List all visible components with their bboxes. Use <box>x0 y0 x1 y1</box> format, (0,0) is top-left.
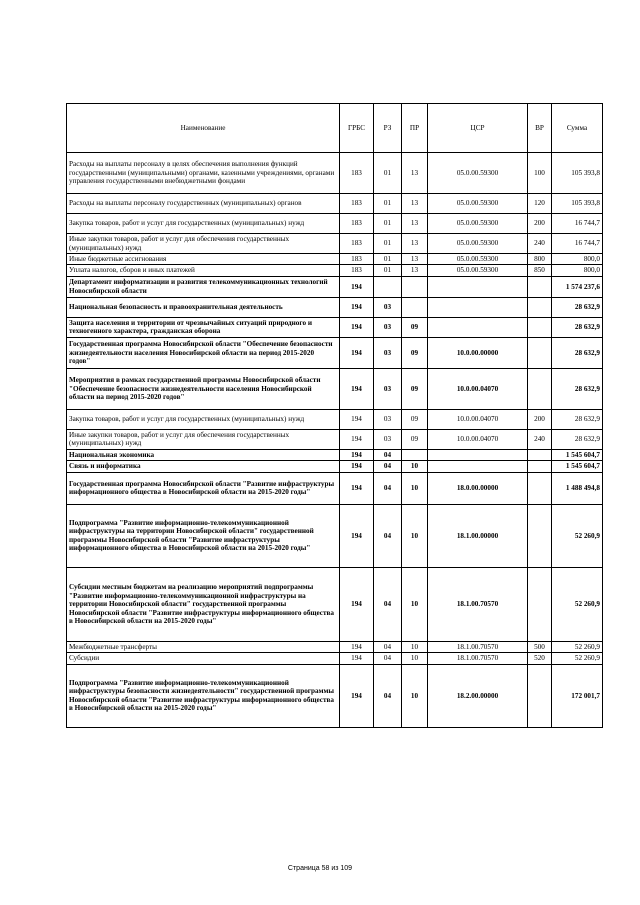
table-row <box>67 472 603 504</box>
cell-grbs: 183 <box>340 265 374 276</box>
table-row <box>67 317 603 337</box>
cell-sum: 28 632,9 <box>552 317 603 337</box>
cell-name: Мероприятия в рамках государственной программы Новосибирской области "Обеспечение безопасности жизнедеятельности населения Новосибирской области на период 2015-2020 годов" <box>67 368 340 409</box>
cell-pr: 10 <box>402 641 428 652</box>
cell-rz: 04 <box>374 664 402 727</box>
cell-grbs: 194 <box>340 664 374 727</box>
cell-pr: 13 <box>402 265 428 276</box>
table-header-row <box>67 104 603 153</box>
cell-csr <box>428 276 528 297</box>
header-pr: ПР <box>402 104 428 153</box>
cell-grbs: 194 <box>340 461 374 472</box>
cell-name: Межбюджетные трансферты <box>67 641 340 652</box>
table-row <box>67 153 603 194</box>
cell-vr <box>528 472 552 504</box>
cell-name: Закупка товаров, работ и услуг для государственных (муниципальных) нужд <box>67 409 340 429</box>
table-row <box>67 254 603 265</box>
cell-pr: 10 <box>402 567 428 641</box>
cell-vr: 500 <box>528 641 552 652</box>
budget-table <box>66 103 603 728</box>
cell-rz: 03 <box>374 317 402 337</box>
cell-grbs: 194 <box>340 368 374 409</box>
table-row <box>67 664 603 727</box>
cell-name: Иные закупки товаров, работ и услуг для обеспечения государственных (муниципальных) нужд <box>67 234 340 254</box>
cell-rz: 04 <box>374 504 402 567</box>
cell-grbs: 183 <box>340 214 374 234</box>
cell-vr <box>528 461 552 472</box>
page-number: Страница 58 из 109 <box>287 865 353 872</box>
table-row <box>67 234 603 254</box>
cell-rz: 04 <box>374 472 402 504</box>
cell-pr: 10 <box>402 653 428 664</box>
header-csr: ЦСР <box>428 104 528 153</box>
cell-csr: 18.1.00.70570 <box>428 567 528 641</box>
cell-sum: 16 744,7 <box>552 214 603 234</box>
cell-sum: 28 632,9 <box>552 429 603 449</box>
cell-sum: 16 744,7 <box>552 234 603 254</box>
cell-sum: 52 260,9 <box>552 567 603 641</box>
cell-pr: 10 <box>402 504 428 567</box>
cell-sum: 105 393,8 <box>552 153 603 194</box>
cell-sum: 1 545 604,7 <box>552 461 603 472</box>
cell-vr: 520 <box>528 653 552 664</box>
cell-grbs: 194 <box>340 337 374 368</box>
cell-csr: 05.0.00.59300 <box>428 153 528 194</box>
cell-sum: 28 632,9 <box>552 297 603 317</box>
cell-grbs: 183 <box>340 194 374 214</box>
table-row <box>67 297 603 317</box>
cell-rz: 03 <box>374 337 402 368</box>
cell-csr: 18.2.00.00000 <box>428 664 528 727</box>
table-row <box>67 214 603 234</box>
cell-rz: 01 <box>374 194 402 214</box>
cell-name: Связь и информатика <box>67 461 340 472</box>
cell-sum: 52 260,9 <box>552 504 603 567</box>
cell-rz <box>374 276 402 297</box>
cell-vr <box>528 567 552 641</box>
cell-grbs: 194 <box>340 429 374 449</box>
cell-name: Иные бюджетные ассигнования <box>67 254 340 265</box>
cell-vr <box>528 504 552 567</box>
cell-pr: 09 <box>402 337 428 368</box>
cell-rz: 03 <box>374 409 402 429</box>
cell-vr <box>528 368 552 409</box>
table-row <box>67 567 603 641</box>
cell-pr: 09 <box>402 368 428 409</box>
table-row <box>67 337 603 368</box>
cell-pr: 09 <box>402 429 428 449</box>
cell-pr <box>402 297 428 317</box>
cell-sum: 105 393,8 <box>552 194 603 214</box>
cell-pr: 09 <box>402 409 428 429</box>
cell-rz: 03 <box>374 429 402 449</box>
cell-pr: 10 <box>402 664 428 727</box>
cell-name: Департамент информатизации и развития телекоммуникационных технологий Новосибирской области <box>67 276 340 297</box>
cell-name: Защита населения и территории от чрезвычайных ситуаций природного и техногенного характера, гражданская оборона <box>67 317 340 337</box>
cell-csr: 10.0.00.04070 <box>428 368 528 409</box>
cell-grbs: 194 <box>340 409 374 429</box>
cell-name: Уплата налогов, сборов и иных платежей <box>67 265 340 276</box>
cell-csr: 05.0.00.59300 <box>428 194 528 214</box>
cell-vr: 800 <box>528 254 552 265</box>
cell-grbs: 194 <box>340 317 374 337</box>
table-row <box>67 194 603 214</box>
cell-sum: 28 632,9 <box>552 409 603 429</box>
cell-grbs: 183 <box>340 234 374 254</box>
header-rz: РЗ <box>374 104 402 153</box>
cell-rz: 01 <box>374 265 402 276</box>
cell-name: Субсидии <box>67 653 340 664</box>
cell-name: Расходы на выплаты персоналу государственных (муниципальных) органов <box>67 194 340 214</box>
header-sum: Сумма <box>552 104 603 153</box>
cell-vr: 240 <box>528 429 552 449</box>
cell-rz: 04 <box>374 461 402 472</box>
cell-csr: 18.0.00.00000 <box>428 472 528 504</box>
cell-sum: 1 574 237,6 <box>552 276 603 297</box>
cell-pr: 13 <box>402 194 428 214</box>
cell-csr <box>428 461 528 472</box>
cell-csr <box>428 449 528 460</box>
cell-name: Закупка товаров, работ и услуг для государственных (муниципальных) нужд <box>67 214 340 234</box>
cell-grbs: 194 <box>340 449 374 460</box>
table-row <box>67 276 603 297</box>
cell-grbs: 194 <box>340 567 374 641</box>
cell-grbs: 194 <box>340 276 374 297</box>
cell-rz: 04 <box>374 567 402 641</box>
cell-csr: 10.0.00.00000 <box>428 337 528 368</box>
cell-name: Государственная программа Новосибирской области "Развитие инфраструктуры информационного общества в Новосибирской области на 2015-2020 годы" <box>67 472 340 504</box>
cell-name: Подпрограмма "Развитие информационно-телекоммуникационной инфраструктуры безопасности жизнедеятельности" государственной программы Новосибирской области "Развитие инфраструктуры информационного общества в Новосибирской области на 2015-2020 годы" <box>67 664 340 727</box>
cell-sum: 28 632,9 <box>552 337 603 368</box>
cell-rz: 03 <box>374 368 402 409</box>
table-row <box>67 653 603 664</box>
cell-csr: 10.0.00.04070 <box>428 409 528 429</box>
cell-vr <box>528 276 552 297</box>
table-row <box>67 641 603 652</box>
cell-pr: 10 <box>402 461 428 472</box>
cell-csr: 05.0.00.59300 <box>428 254 528 265</box>
cell-grbs: 194 <box>340 297 374 317</box>
header-grbs: ГРБС <box>340 104 374 153</box>
cell-vr <box>528 297 552 317</box>
cell-pr: 13 <box>402 153 428 194</box>
header-name: Наименование <box>67 104 340 153</box>
cell-csr: 18.1.00.00000 <box>428 504 528 567</box>
cell-rz: 01 <box>374 254 402 265</box>
cell-vr: 200 <box>528 409 552 429</box>
cell-rz: 03 <box>374 297 402 317</box>
cell-name: Подпрограмма "Развитие информационно-телекоммуникационной инфраструктуры на территории Новосибирской области" государственной программы Новосибирской области "Развитие инфраструктуры информационного общества в Новосибирской области на 2015-2020 годы" <box>67 504 340 567</box>
cell-grbs: 183 <box>340 254 374 265</box>
cell-vr <box>528 449 552 460</box>
cell-sum: 1 545 604,7 <box>552 449 603 460</box>
cell-vr <box>528 337 552 368</box>
cell-csr <box>428 297 528 317</box>
cell-name: Субсидии местным бюджетам на реализацию мероприятий подпрограммы "Развитие информационно-телекоммуникационной инфраструктуры на территории Новосибирской области" государственной программы Новосибирской области "Развитие инфраструктуры информационного общества в Новосибирской области на 2015-2020 годы" <box>67 567 340 641</box>
cell-pr: 09 <box>402 317 428 337</box>
cell-grbs: 194 <box>340 641 374 652</box>
cell-rz: 01 <box>374 234 402 254</box>
cell-name: Государственная программа Новосибирской области "Обеспечение безопасности жизнедеятельности населения Новосибирской области на период 2015-2020 годов" <box>67 337 340 368</box>
table-body <box>67 153 603 728</box>
cell-rz: 04 <box>374 653 402 664</box>
cell-pr: 13 <box>402 234 428 254</box>
cell-rz: 01 <box>374 214 402 234</box>
cell-vr <box>528 317 552 337</box>
header-vr: ВР <box>528 104 552 153</box>
cell-csr: 05.0.00.59300 <box>428 234 528 254</box>
cell-csr: 18.1.00.70570 <box>428 641 528 652</box>
cell-csr: 05.0.00.59300 <box>428 214 528 234</box>
cell-grbs: 194 <box>340 472 374 504</box>
cell-vr: 200 <box>528 214 552 234</box>
cell-vr: 850 <box>528 265 552 276</box>
cell-pr: 10 <box>402 472 428 504</box>
cell-rz: 04 <box>374 449 402 460</box>
cell-sum: 172 001,7 <box>552 664 603 727</box>
table-row <box>67 449 603 460</box>
cell-grbs: 194 <box>340 653 374 664</box>
cell-pr: 13 <box>402 214 428 234</box>
table-row <box>67 504 603 567</box>
cell-csr: 05.0.00.59300 <box>428 265 528 276</box>
cell-rz: 04 <box>374 641 402 652</box>
cell-sum: 800,0 <box>552 265 603 276</box>
cell-name: Расходы на выплаты персоналу в целях обеспечения выполнения функций государственными (муниципальными) органами, казенными учреждениями, органами управления государственными внебюджетными фондами <box>67 153 340 194</box>
table-row <box>67 461 603 472</box>
cell-vr <box>528 664 552 727</box>
cell-pr: 13 <box>402 254 428 265</box>
cell-vr: 240 <box>528 234 552 254</box>
cell-name: Национальная экономика <box>67 449 340 460</box>
cell-name: Иные закупки товаров, работ и услуг для обеспечения государственных (муниципальных) нужд <box>67 429 340 449</box>
cell-rz: 01 <box>374 153 402 194</box>
cell-vr: 120 <box>528 194 552 214</box>
cell-csr <box>428 317 528 337</box>
cell-csr: 18.1.00.70570 <box>428 653 528 664</box>
table-row <box>67 368 603 409</box>
cell-pr <box>402 449 428 460</box>
cell-grbs: 194 <box>340 504 374 567</box>
table-row <box>67 265 603 276</box>
table-row <box>67 429 603 449</box>
cell-sum: 1 488 494,8 <box>552 472 603 504</box>
cell-vr: 100 <box>528 153 552 194</box>
cell-sum: 52 260,9 <box>552 653 603 664</box>
cell-name: Национальная безопасность и правоохранительная деятельность <box>67 297 340 317</box>
cell-grbs: 183 <box>340 153 374 194</box>
cell-sum: 52 260,9 <box>552 641 603 652</box>
table-row <box>67 409 603 429</box>
cell-sum: 800,0 <box>552 254 603 265</box>
cell-sum: 28 632,9 <box>552 368 603 409</box>
cell-pr <box>402 276 428 297</box>
cell-csr: 10.0.00.04070 <box>428 429 528 449</box>
